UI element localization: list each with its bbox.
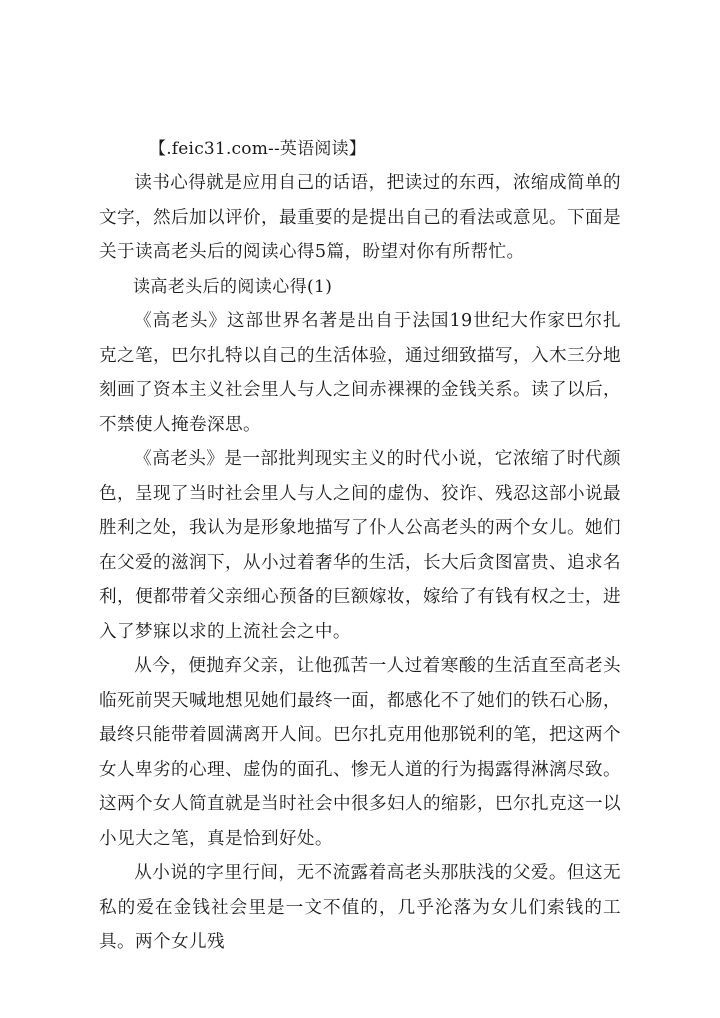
body-paragraph: 从今，便抛弃父亲，让他孤苦一人过着寒酸的生活直至高老头临死前哭天喊地想见她们最终一面，都感化不了她们的铁石心肠，最终只能带着圆满离开人间。巴尔扎克用他那锐利的笔，把这两个女人卑劣的心理、虚伪的面孔、惨无人道的行为揭露得淋漓尽致。这两个女人简直就是当时社会中很多妇人的缩影，巴尔扎克这一以小见大之笔，真是恰到好处。 xyxy=(99,656,621,849)
intro-paragraph: 读书心得就是应用自己的话语，把读过的东西，浓缩成简单的文字，然后加以评价，最重要的是提出自己的看法或意见。下面是关于读高老头后的阅读心得5篇，盼望对你有所帮忙。 xyxy=(99,173,621,262)
body-paragraph: 《高老头》是一部批判现实主义的时代小说，它浓缩了时代颜色，呈现了当时社会里人与人之间的虚伪、狡诈、残忍这部小说最胜利之处，我认为是形象地描写了仆人公高老头的两个女儿。她们在父爱的滋润下，从小过着奢华的生活，长大后贪图富贵、追求名利，便都带着父亲细心预备的巨额嫁妆，嫁给了有钱有权之士，进入了梦寐以求的上流社会之中。 xyxy=(99,449,621,642)
document-body xyxy=(99,132,621,960)
body-paragraph: 《高老头》这部世界名著是出自于法国19世纪大作家巴尔扎克之笔，巴尔扎特以自己的生活体验，通过细致描写，入木三分地刻画了资本主义社会里人与人之间赤裸裸的金钱关系。读了以后，不禁使人掩卷深思。 xyxy=(99,311,621,435)
body-paragraph: 从小说的字里行间，无不流露着高老头那肤浅的父爱。但这无私的爱在金钱社会里是一文不值的，几乎沦落为女儿们索钱的工具。两个女儿残 xyxy=(99,863,621,952)
document-header: 【.feic31.com--英语阅读】 xyxy=(149,139,366,159)
section-title: 读高老头后的阅读心得(1) xyxy=(133,276,333,297)
